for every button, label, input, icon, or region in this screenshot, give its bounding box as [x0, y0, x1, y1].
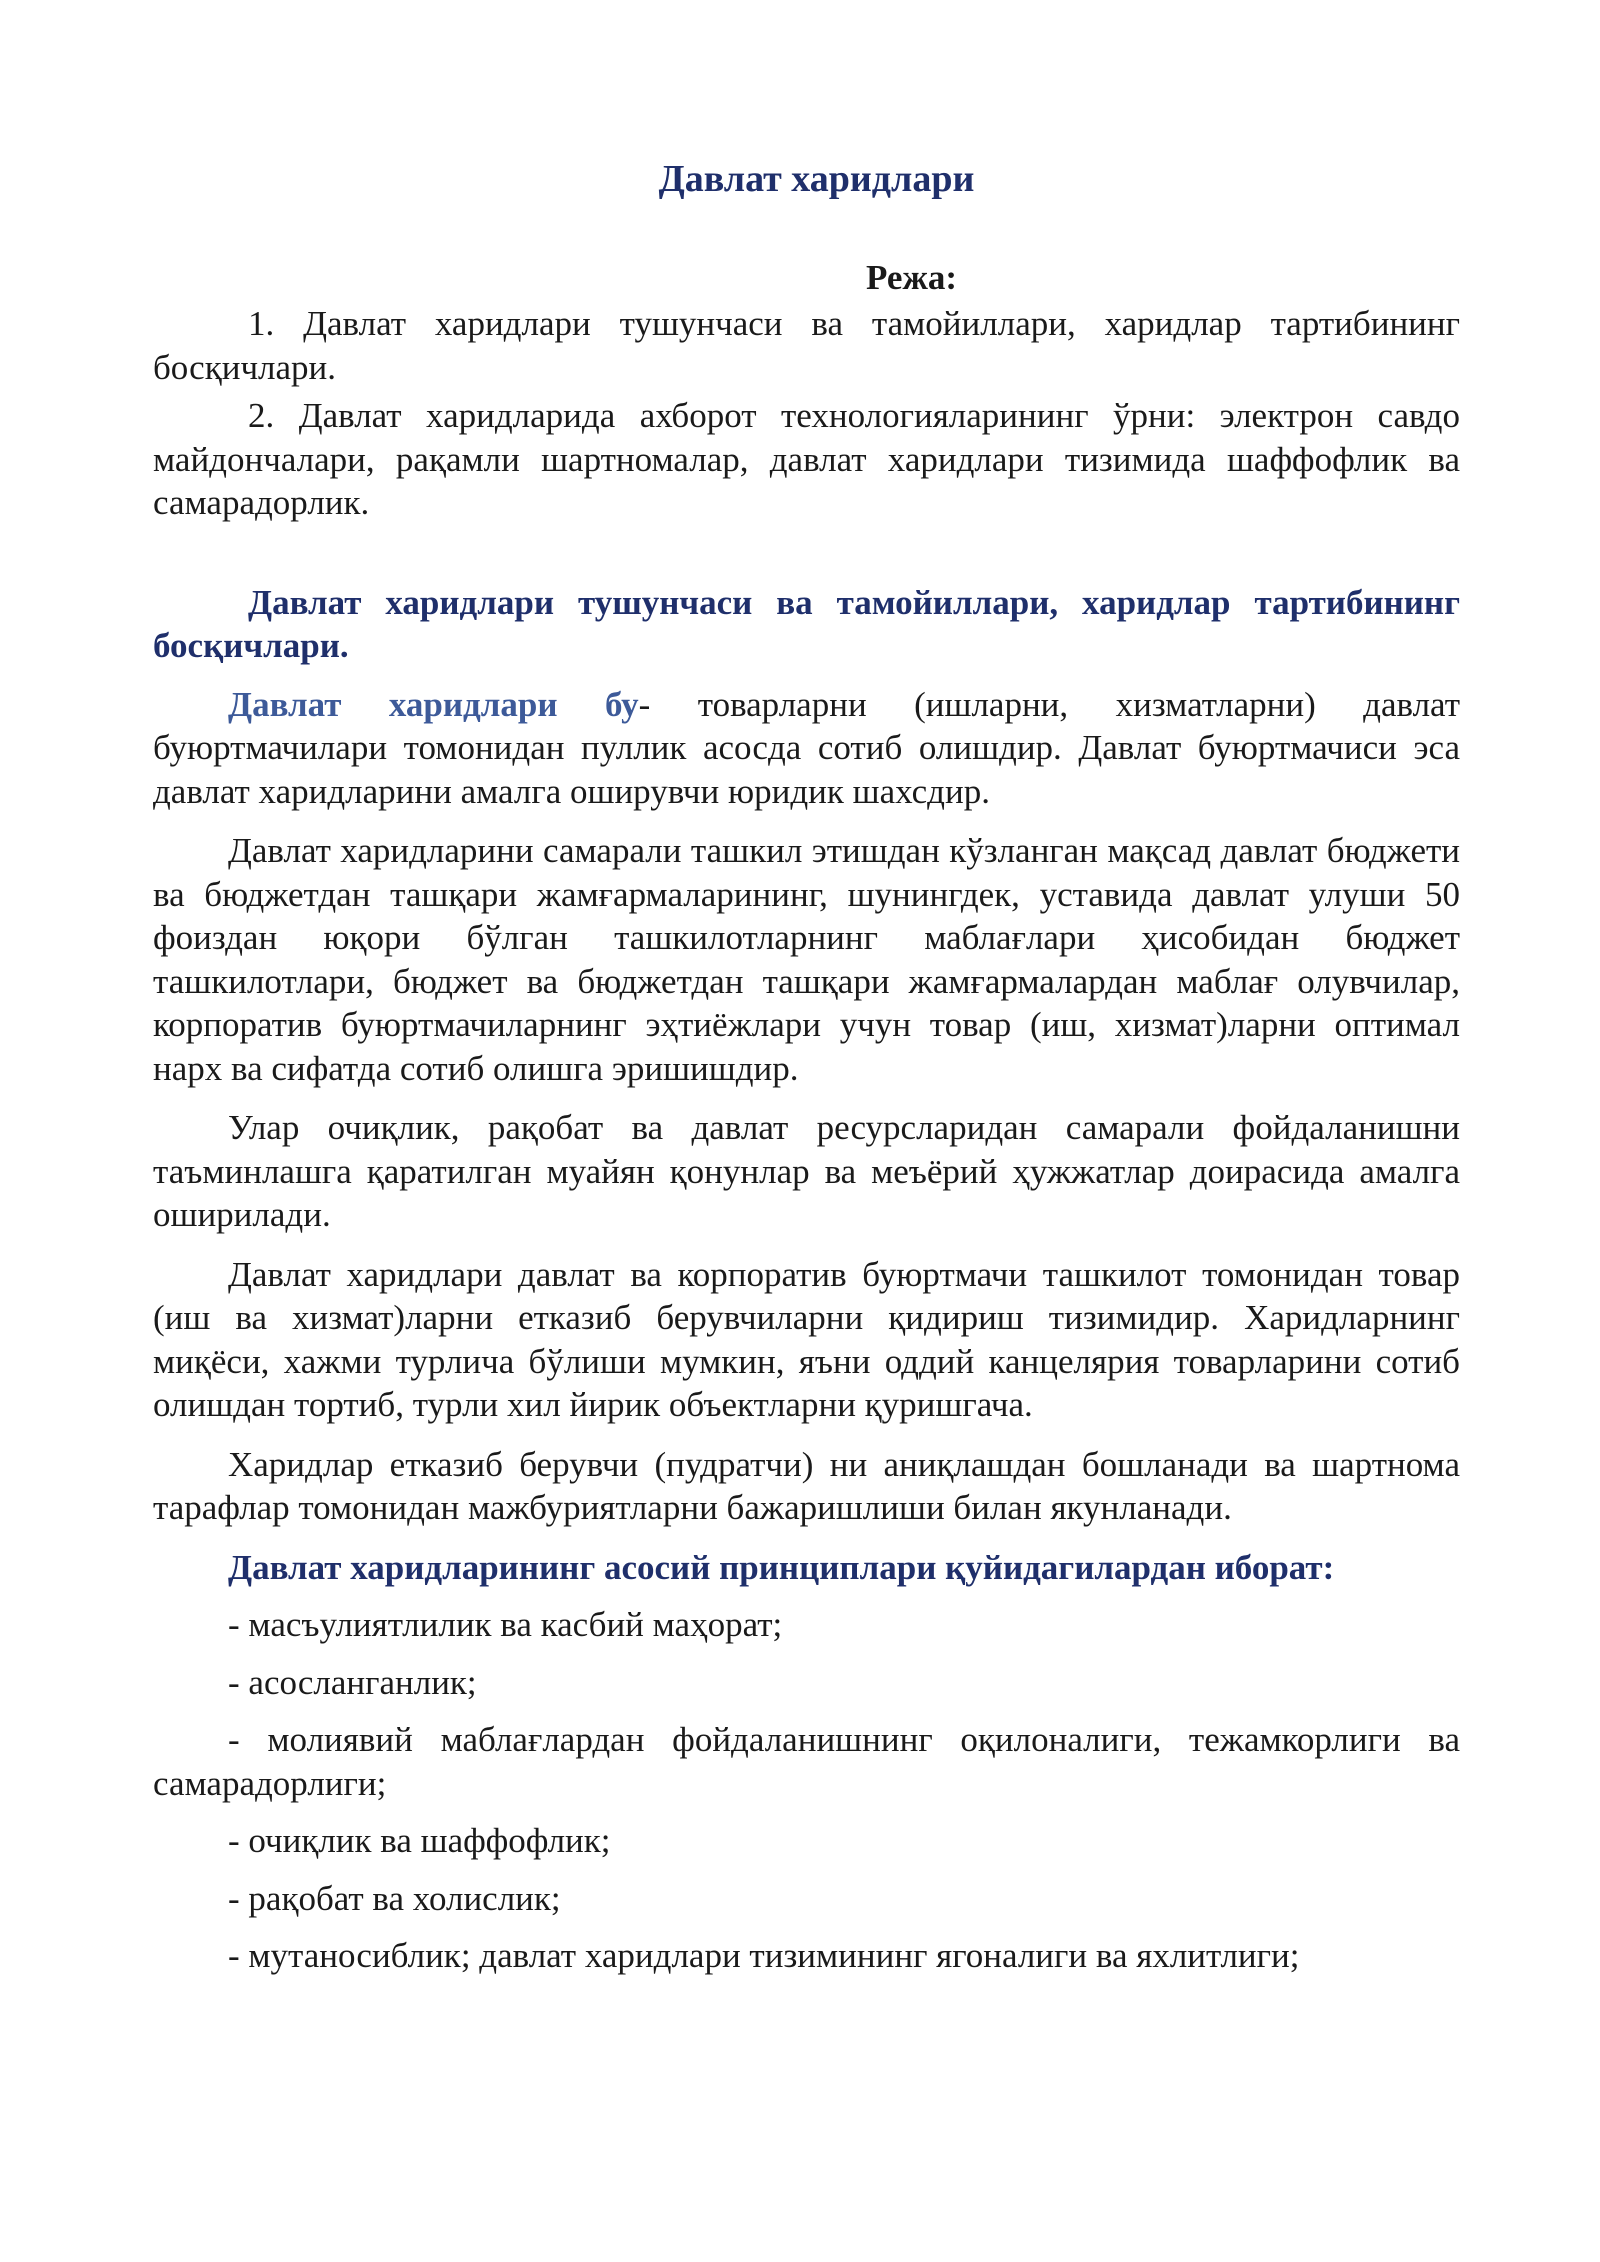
principle-item-4: - очиқлик ва шаффофлик; — [228, 1821, 611, 1860]
plan-list — [153, 302, 1460, 525]
document-title: Давлат харидлари — [658, 158, 975, 200]
body-paragraph-2: Улар очиқлик, рақобат ва давлат ресурсларидан самарали фойдаланишни таъминлашга қаратилган муайян қонунлар ва меъёрий ҳужжатлар доирасида амалга оширилади. — [153, 1108, 1460, 1234]
principle-item-6: - мутаносиблик; давлат харидлари тизимининг ягоналиги ва яхлитлиги; — [228, 1936, 1300, 1975]
plan-heading: Режа: — [866, 258, 957, 297]
principle-item-1: - масъулиятлилик ва касбий маҳорат; — [228, 1605, 783, 1644]
principle-item-5: - рақобат ва холислик; — [228, 1878, 561, 1918]
body-paragraph-4: Харидлар етказиб берувчи (пудратчи) ни аниқлашдан бошланади ва шартнома тарафлар томонидан мажбуриятларни бажаришлиши билан якунланади. — [153, 1444, 1460, 1527]
principle-item-3: - молиявий маблағлардан фойдаланишнинг оқилоналиги, тежамкорлиги ва самарадорлиги; — [153, 1720, 1460, 1803]
definition-paragraph — [153, 683, 1460, 814]
body-paragraph-1: Давлат харидларини самарали ташкил этишдан кўзланган мақсад давлат бюджети ва бюджетдан ташқари жамғармаларининг, шунингдек, уставида давлат улуши 50 фоиздан юқори бўлган ташкилотларнинг маблағлари ҳисобидан бюджет ташкилотлари, бюджет ва бюджетдан ташқари жамғармалардан маблағ олувчилар, корпоратив буюртмачиларнинг эҳтиёжлари учун товар (иш, хизмат)ларни оптимал нарх ва сифатда сотиб олишга эришишдир. — [153, 831, 1460, 1088]
plan-item-1: 1. Давлат харидлари тушунчаси ва тамойиллари, харидлар тартибининг босқичлари. — [153, 304, 1460, 387]
principle-item-2: - асосланганлик; — [228, 1662, 477, 1702]
plan-item-2: 2. Давлат харидларида ахборот технологияларининг ўрни: электрон савдо майдончалари, рақамли шартномалар, давлат харидлари тизимида шаффофлик ва самарадорлик. — [153, 396, 1460, 522]
definition-text: - товарларни (ишларни, хизматларни) давлат буюртмачилари томонидан пуллик асосда сотиб олишдир. Давлат буюртмачиси эса давлат харидларини амалга оширувчи юридик шахсдир. — [153, 684, 1460, 811]
principles-heading: Давлат харидларининг асосий принциплари қуйидагилардан иборат: — [228, 1547, 1335, 1587]
section-heading: Давлат харидлари тушунчаси ва тамойиллари, харидлар тартибининг босқичлари. — [153, 582, 1460, 665]
body-paragraph-3: Давлат харидлари давлат ва корпоратив буюртмачи ташкилот томонидан товар (иш ва хизмат)ларни етказиб берувчиларни қидириш тизимидир. Харидларнинг миқёси, хажми турлича бўлиши мумкин, яъни оддий канцелярия товарларини сотиб олишдан тортиб, турли хил йирик объектларни қуришгача. — [153, 1254, 1460, 1424]
definition-term: Давлат харидлари бу — [228, 684, 639, 724]
